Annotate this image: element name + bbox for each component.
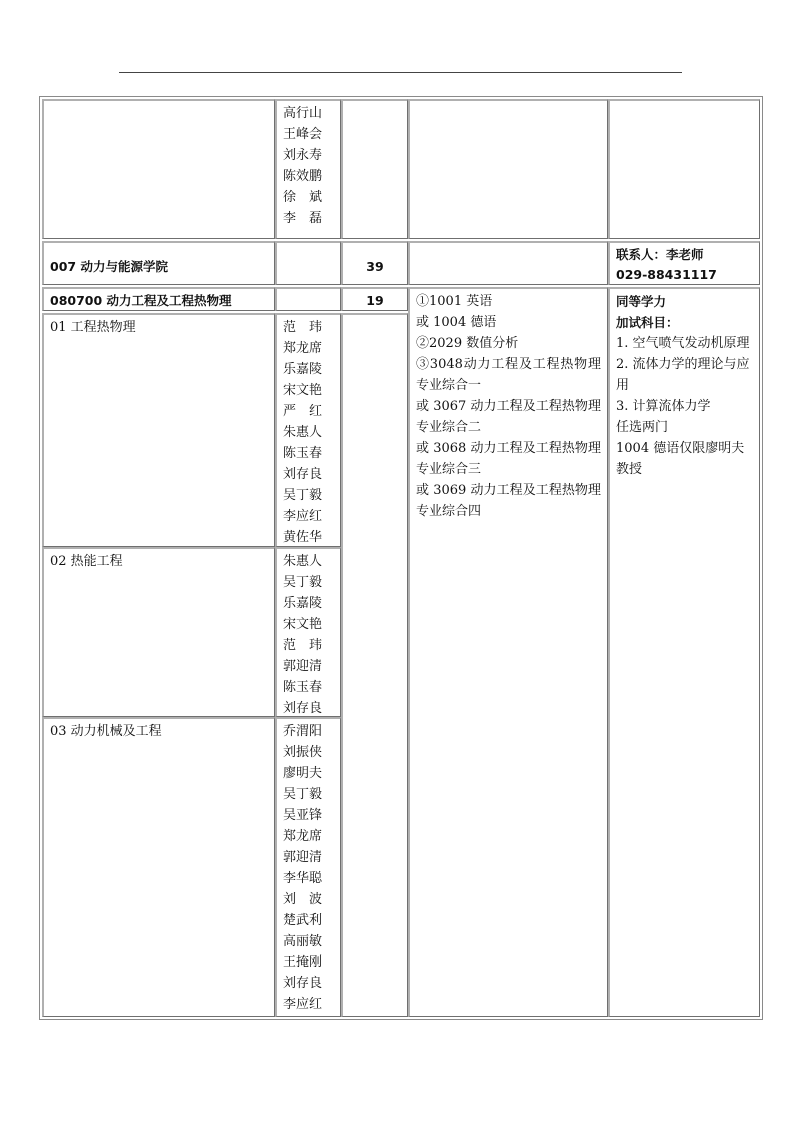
- supervisor-name: 陈玉春: [283, 446, 323, 461]
- supervisor-name: 乐嘉陵: [283, 596, 323, 611]
- exam-subject: ②2029 数值分析: [416, 336, 519, 351]
- supervisor-name: 郑龙席: [283, 829, 323, 844]
- exam-subject: 或 3068 动力工程及工程热物理专业综合三: [416, 441, 601, 477]
- supervisor-name: 高行山: [283, 106, 323, 121]
- direction-02-cell: [42, 547, 275, 717]
- supervisor-name: 朱惠人: [283, 554, 323, 569]
- supervisor-name: 高丽敏: [283, 934, 323, 949]
- major-name-cell: [42, 287, 275, 311]
- directions-count-cell: [341, 313, 408, 1017]
- supervisor-name: 郭迎清: [283, 659, 323, 674]
- notes-item: 1004 德语仅限廖明夫教授: [616, 441, 745, 477]
- notes-item: 1. 空气喷气发动机原理: [616, 336, 750, 351]
- supervisor-name: 朱惠人: [283, 425, 323, 440]
- top-row-direction-cell: [42, 99, 275, 239]
- major-supervisor-cell: [275, 287, 341, 311]
- supervisor-name: 乔渭阳: [283, 724, 323, 739]
- top-row-exam-cell: [408, 99, 608, 239]
- direction-name: 03 动力机械及工程: [50, 724, 162, 739]
- supervisor-name: 严 红: [283, 404, 323, 419]
- exam-subject: 或 1004 德语: [416, 315, 497, 330]
- exam-subject: ①1001 英语: [416, 294, 493, 309]
- notes-cell: [608, 287, 760, 1017]
- college-count-cell: [341, 241, 408, 285]
- supervisor-name: 刘振侠: [283, 745, 323, 760]
- enrollment-table: [39, 96, 763, 1020]
- notes-title: 同等学力: [616, 294, 667, 309]
- supervisor-name: 吴亚锋: [283, 808, 323, 823]
- direction-name: 01 工程热物理: [50, 320, 136, 335]
- supervisor-name: 刘存良: [283, 976, 323, 991]
- supervisor-name: 楚武利: [283, 913, 323, 928]
- top-row-notes-cell: [608, 99, 760, 239]
- direction-02-supervisors: [275, 547, 341, 717]
- supervisor-name: 廖明夫: [283, 766, 323, 781]
- notes-item: 任选两门: [616, 420, 669, 435]
- supervisor-name: 宋文艳: [283, 617, 323, 632]
- direction-03-cell: [42, 717, 275, 1017]
- top-row-supervisor-cell: [275, 99, 341, 239]
- college-contact-cell: [608, 241, 760, 285]
- top-row-count-cell: [341, 99, 408, 239]
- supervisor-name: 范 玮: [283, 638, 323, 653]
- header-rule: [119, 72, 682, 73]
- supervisor-name: 吴丁毅: [283, 488, 323, 503]
- supervisor-name: 陈效鹏: [283, 169, 323, 184]
- college-name-cell: [42, 241, 275, 285]
- notes-item: 3. 计算流体力学: [616, 399, 711, 414]
- supervisor-name: 李应红: [283, 509, 323, 524]
- exam-subject: ③3048动力工程及工程热物理专业综合一: [416, 357, 601, 393]
- supervisor-name: 郑龙席: [283, 341, 323, 356]
- supervisor-name: 范 玮: [283, 320, 323, 335]
- supervisor-name: 刘存良: [283, 701, 323, 716]
- supervisor-name: 吴丁毅: [283, 787, 323, 802]
- contact-phone: 029-88431117: [616, 267, 717, 282]
- exam-subject: 或 3069 动力工程及工程热物理专业综合四: [416, 483, 601, 519]
- supervisor-name: 郭迎清: [283, 850, 323, 865]
- exam-subjects-cell: [408, 287, 608, 1017]
- major-count: 19: [366, 293, 384, 308]
- supervisor-name: 黄佐华: [283, 530, 323, 545]
- supervisor-name: 王掩刚: [283, 955, 323, 970]
- supervisor-name: 李华聪: [283, 871, 323, 886]
- major-name: 080700 动力工程及工程热物理: [50, 293, 232, 308]
- exam-subject: 或 3067 动力工程及工程热物理专业综合二: [416, 399, 601, 435]
- notes-subtitle: 加试科目：: [616, 315, 679, 330]
- supervisor-name: 宋文艳: [283, 383, 323, 398]
- contact-person: 联系人：李老师: [616, 247, 704, 262]
- direction-01-cell: [42, 313, 275, 547]
- supervisor-name: 李 磊: [283, 211, 323, 226]
- supervisor-name: 刘永寿: [283, 148, 323, 163]
- supervisor-name: 王峰会: [283, 127, 323, 142]
- major-count-cell: [341, 287, 408, 311]
- direction-name: 02 热能工程: [50, 554, 123, 569]
- supervisor-name: 徐 斌: [283, 190, 323, 205]
- notes-item: 2. 流体力学的理论与应用: [616, 357, 750, 393]
- supervisor-name: 吴丁毅: [283, 575, 323, 590]
- supervisor-name: 李应红: [283, 997, 323, 1012]
- supervisor-name: 刘存良: [283, 467, 323, 482]
- direction-01-supervisors: [275, 313, 341, 547]
- supervisor-name: 陈玉春: [283, 680, 323, 695]
- college-exam-cell: [408, 241, 608, 285]
- college-name: 007 动力与能源学院: [50, 259, 168, 274]
- direction-03-supervisors: [275, 717, 341, 1017]
- college-supervisor-cell: [275, 241, 341, 285]
- supervisor-name: 乐嘉陵: [283, 362, 323, 377]
- supervisor-name: 刘 波: [283, 892, 323, 907]
- college-count: 39: [366, 259, 384, 274]
